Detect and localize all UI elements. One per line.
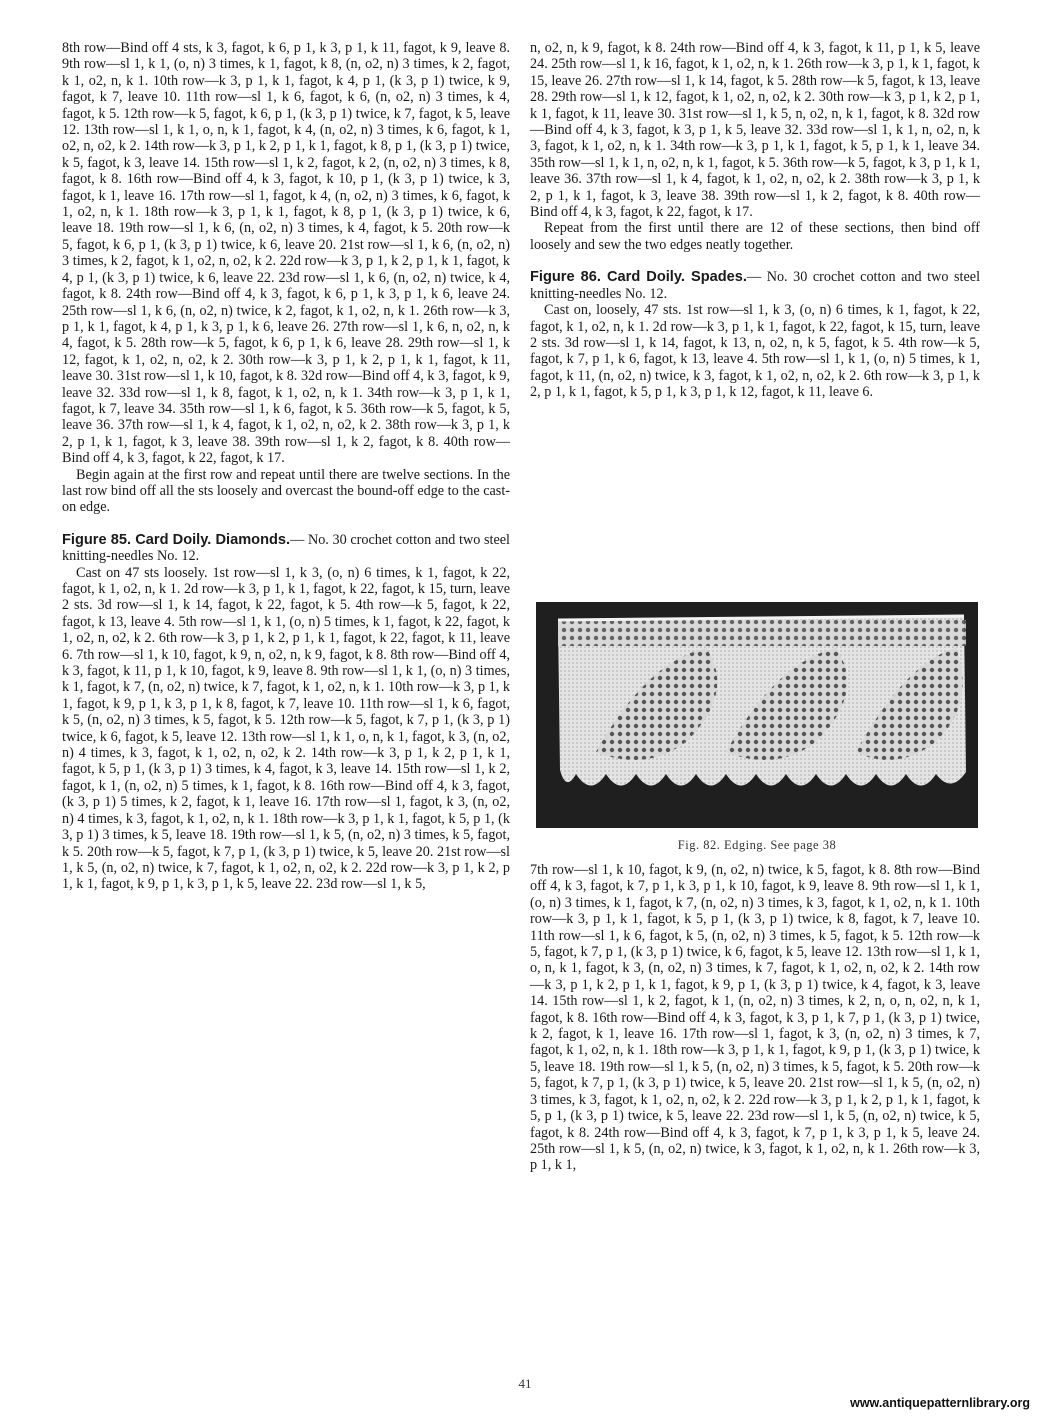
edging-photo: [536, 602, 978, 828]
instructions-paragraph: Begin again at the first row and repeat until there are twelve sections. In the last row bind off all the sts loosely and overcast the bound-off edge to the cast-on edge.: [62, 466, 510, 516]
figure-85-heading: [62, 532, 510, 565]
figure-86-materials: — No. 30 crochet cotton and two steel knitting-needles No. 12.: [530, 269, 981, 302]
figure-85-title: Figure 85. Card Doily. Diamonds.: [62, 531, 291, 548]
instructions-paragraph: Cast on 47 sts loosely. 1st row—sl 1, k 3, (o, n) 6 times, k 1, fagot, k 22, fagot, k 1, o2, n, k 1. 2d row—k 3, p 1, k 1, fagot, k 22, fagot, k 15, turn, leave 2 sts. 3d row—sl 1, k 14, fagot, k 22, fagot, k 5. 4th row—k 5, fagot, k 22, fagot, k 13, leave 4. 5th row—sl 1, k 1, (o, n) 5 times, k 1, fagot, k 22, fagot, k 1, o2, n, o2, k 2. 6th row—k 3, p 1, k 2, p 1, k 1, fagot, k 22, fagot, k 11, leave 6. 7th row—sl 1, k 10, fagot, k 9, n, o2, n, k 9, fagot, k 8. 8th row—Bind off 4, k 3, fagot, k 11, p 1, k 10, fagot, k 9, leave 8. 9th row—sl 1, k 1, (o, n) 3 times, k 1, fagot, k 7, (n, o2, n) twice, k 7, fagot, k 1, o2, n, k 1. 10th row—k 3, p 1, k 1, fagot, k 9, p 1, k 3, p 1, k 8, fagot, k 7, leave 10. 11th row—sl 1, k 6, fagot, k 5, (n, o2, n) 3 times, k 5, fagot, k 5. 12th row—k 5, fagot, k 7, p 1, (k 3, p 1) twice, k 6, fagot, k 5, leave 12. 13th row—sl 1, k 1, o, n, k 1, fagot, k 3, (n, o2, n) 4 times, k 3, fagot, k 1, o2, n, o2, k 2. 14th row—k 3, p 1, k 2, p 1, k 1, fagot, k 5, p 1, (k 3, p 1) 3 times, k 4, fagot, k 3, leave 14. 15th row—sl 1, k 2, fagot, k 1, (n, o2, n) 5 times, k 1, fagot, k 8. 16th row—Bind off 4, k 3, fagot, (k 3, p 1) 5 times, k 2, fagot, k 1, leave 16. 17th row—sl 1, fagot, k 3, (n, o2, n) 4 times, k 3, fagot, k 1, o2, n, k 1. 18th row—k 3, p 1, k 1, fagot, k 5, p 1, (k 3, p 1) 3 times, k 5, leave 18. 19th row—sl 1, k 5, (n, o2, n) 3 times, k 5, fagot, k 5. 20th row—k 5, fagot, k 7, p 1, (k 3, p 1) twice, k 5, leave 20. 21st row—sl 1, k 5, (n, o2, n) twice, k 7, fagot, k 1, o2, n, o2, k 2. 22d row—k 3, p 1, k 2, p 1, k 1, fagot, k 9, p 1, k 3, p 1, k 5, leave 22. 23d row—sl 1, k 5,: [62, 564, 510, 893]
instructions-paragraph: Cast on, loosely, 47 sts. 1st row—sl 1, k 3, (o, n) 6 times, k 1, fagot, k 22, fagot, k 1, o2, n, k 1. 2d row—k 3, p 1, k 1, fagot, k 22, fagot, k 15, turn, leave 2 sts. 3d row—sl 1, k 14, fagot, k 13, n, o2, n, k 5, fagot, k 5. 4th row—k 5, fagot, k 7, p 1, k 6, fagot, k 13, leave 4. 5th row—sl 1, k 1, (o, n) 5 times, k 1, fagot, k 11, (n, o2, n) twice, k 3, fagot, k 1, o2, n, o2, k 2. 6th row—k 3, p 1, k 2, p 1, k 1, fagot, k 5, p 1, k 3, p 1, k 12, fagot, k 11, leave 6.: [530, 302, 980, 401]
figure-85-materials: — No. 30 crochet cotton and two steel knitting-needles No. 12.: [62, 531, 511, 565]
instructions-paragraph: 8th row—Bind off 4 sts, k 3, fagot, k 6, p 1, k 3, p 1, k 11, fagot, k 9, leave 8. 9th row—sl 1, k 1, (o, n) 3 times, k 1, fagot, k 8, (n, o2, n) 3 times, k 2, fagot, k 1, o2, n, k 1. 10th row—k 3, p 1, k 1, fagot, k 4, p 1, (k 3, p 1) twice, k 9, fagot, k 7, leave 10. 11th row—sl 1, k 6, fagot, k 6, (n, o2, n) 3 times, k 4, fagot, k 5. 12th row—k 5, fagot, k 6, p 1, (k 3, p 1) twice, k 7, fagot, k 5, leave 12. 13th row—sl 1, k 1, o, n, k 1, fagot, k 4, (n, o2, n) 3 times, k 6, fagot, k 1, o2, n, o2, k 2. 14th row—k 3, p 1, k 2, p 1, k 1, fagot, k 8, p 1, (k 3, p 1) twice, k 5, fagot, k 3, leave 14. 15th row—sl 1, k 2, fagot, k 2, (n, o2, n) 3 times, k 8, fagot, k 8. 16th row—Bind off 4, k 3, fagot, k 10, p 1, (k 3, p 1) twice, k 3, fagot, k 1, leave 16. 17th row—sl 1, fagot, k 4, (n, o2, n) 3 times, k 6, fagot, k 1, o2, n, k 1. 18th row—k 3, p 1, k 1, fagot, k 8, p 1, (k 3, p 1) twice, k 6, leave 18. 19th row—sl 1, k 6, (n, o2, n) 3 times, k 4, fagot, k 5. 20th row—k 5, fagot, k 6, p 1, (k 3, p 1) twice, k 6, leave 20. 21st row—sl 1, k 6, (n, o2, n) 3 times, k 2, fagot, k 1, o2, n, o2, k 2. 22d row—k 3, p 1, k 2, p 1, k 1, fagot, k 4, p 1, (k 3, p 1) twice, k 6, leave 22. 23d row—sl 1, k 6, (n, o2, n) twice, k 4, fagot, k 8. 24th row—Bind off 4, k 3, fagot, k 6, p 1, k 3, p 1, k 6, leave 24. 25th row—sl 1, k 6, (n, o2, n) twice, k 2, fagot, k 1, o2, n, k 1. 26th row—k 3, p 1, k 1, fagot, k 4, p 1, k 3, p 1, k 6, leave 26. 27th row—sl 1, k 6, n, o2, n, k 4, fagot, k 5. 28th row—k 5, fagot, k 6, p 1, k 6, leave 28. 29th row—sl 1, k 12, fagot, k 1, o2, n, o2, k 2. 30th row—k 3, p 1, k 2, p 1, k 1, fagot, k 11, leave 30. 31st row—sl 1, k 10, fagot, k 8. 32d row—Bind off 4, k 3, fagot, k 9, leave 32. 33d row—sl 1, k 8, fagot, k 1, o2, n, k 1. 34th row—k 3, p 1, k 1, fagot, k 7, leave 34. 35th row—sl 1, k 6, fagot, k 5. 36th row—k 5, fagot, k 5, leave 36. 37th row—sl 1, k 4, fagot, k 1, o2, n, o2, k 2. 38th row—k 3, p 1, k 2, p 1, k 1, fagot, k 3, leave 38. 39th row—sl 1, k 2, fagot, k 8. 40th row—Bind off 4, k 3, fagot, k 22, fagot, k 17.: [62, 40, 510, 467]
lace-edging-image: [536, 602, 978, 828]
left-column: [62, 40, 510, 893]
figure-caption: Fig. 82. Edging. See page 38: [677, 838, 837, 852]
right-column-top: [530, 40, 980, 401]
instructions-paragraph: Repeat from the first until there are 12 of these sections, then bind off loosely and sew the two edges neatly together.: [530, 220, 980, 253]
figure-86-title: Figure 86. Card Doily. Spades.: [530, 269, 747, 286]
instructions-paragraph: 7th row—sl 1, k 10, fagot, k 9, (n, o2, n) twice, k 5, fagot, k 8. 8th row—Bind off 4, k 3, fagot, k 7, p 1, k 3, p 1, k 10, fagot, k 9, leave 8. 9th row—sl 1, k 1, (o, n) 3 times, k 1, fagot, k 7, (n, o2, n) 3 times, k 3, fagot, k 1, o2, n, k 1. 10th row—k 3, p 1, k 1, fagot, k 5, p 1, (k 3, p 1) twice, k 8, fagot, k 7, leave 10. 11th row—sl 1, k 6, fagot, k 5, (n, o2, n) 3 times, k 5, fagot, k 5. 12th row—k 5, fagot, k 7, p 1, (k 3, p 1) twice, k 6, fagot, k 5, leave 12. 13th row—sl 1, k 1, o, n, k 1, fagot, k 3, (n, o2, n) 3 times, k 7, fagot, k 1, o2, n, o2, k 2. 14th row—k 3, p 1, k 2, p 1, k 1, fagot, k 9, p 1, (k 3, p 1) twice, k 4, fagot, k 3, leave 14. 15th row—sl 1, k 2, fagot, k 1, (n, o2, n) 3 times, k 2, n, o, n, o2, n, k 1, fagot, k 8. 16th row—Bind off 4, k 3, fagot, k 3, p 1, k 7, p 1, (k 3, p 1) twice, k 2, fagot, k 1, leave 16. 17th row—sl 1, fagot, k 3, (n, o2, n) 3 times, k 7, fagot, k 1, o2, n, k 1. 18th row—k 3, p 1, k 1, fagot, k 9, p 1, (k 3, p 1) twice, k 5, leave 18. 19th row—sl 1, k 5, (n, o2, n) 3 times, k 5, fagot, k 5. 20th row—k 5, fagot, k 7, p 1, (k 3, p 1) twice, k 5, leave 20. 21st row—sl 1, k 5, (n, o2, n) 3 times, k 3, fagot, k 1, o2, n, o2, k 2. 22d row—k 3, p 1, k 2, p 1, k 1, fagot, k 5, p 1, (k 3, p 1) twice, k 5, leave 22. 23d row—sl 1, k 5, (n, o2, n) twice, k 5, fagot, k 8. 24th row—Bind off 4, k 3, fagot, k 7, p 1, k 3, p 1, k 5, leave 24. 25th row—sl 1, k 5, (n, o2, n) twice, k 3, fagot, k 1, o2, n, k 1. 26th row—k 3, p 1, k 1,: [530, 862, 980, 1174]
page-number: 41: [518, 1376, 532, 1391]
instructions-paragraph: n, o2, n, k 9, fagot, k 8. 24th row—Bind off 4, k 3, fagot, k 11, p 1, k 5, leave 24. 25th row—sl 1, k 16, fagot, k 1, o2, n, k 1. 26th row—k 3, p 1, k 1, fagot, k 15, leave 26. 27th row—sl 1, k 14, fagot, k 5. 28th row—k 5, fagot, k 13, leave 28. 29th row—sl 1, k 12, fagot, k 1, o2, n, o2, k 2. 30th row—k 3, p 1, k 2, p 1, k 1, fagot, k 11, leave 30. 31st row—sl 1, k 5, n, o2, n, k 1, fagot, k 8. 32d row—Bind off 4, k 3, fagot, k 3, p 1, k 5, leave 32. 33d row—sl 1, k 1, n, o2, n, k 3, fagot, k 1, o2, n, k 1. 34th row—k 3, p 1, k 1, fagot, k 5, p 1, k 1, leave 34. 35th row—sl 1, k 1, n, o2, n, k 1, fagot, k 5. 36th row—k 5, fagot, k 3, p 1, k 1, leave 36. 37th row—sl 1, k 4, fagot, k 1, o2, n, o2, k 2. 38th row—k 3, p 1, k 2, p 1, k 1, fagot, k 3, leave 38. 39th row—sl 1, k 2, fagot, k 8. 40th row—Bind off 4, k 3, fagot, k 22, fagot, k 17.: [530, 40, 980, 221]
right-column-bottom: [530, 862, 980, 1174]
footer-url: www.antiquepatternlibrary.org: [850, 1396, 1030, 1410]
figure-86-heading: [530, 269, 980, 302]
